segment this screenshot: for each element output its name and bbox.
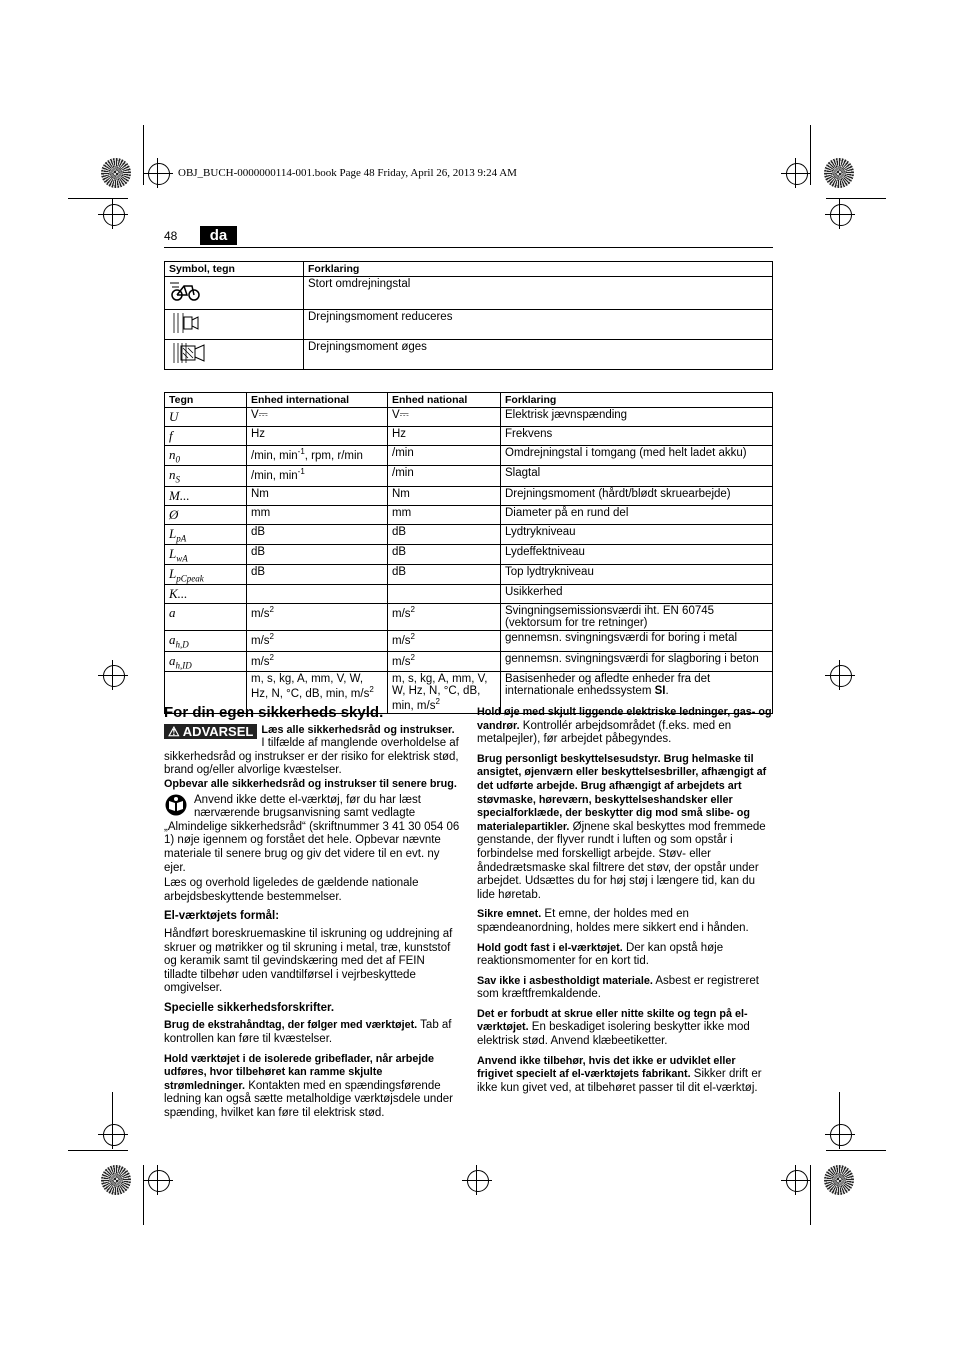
unit-symbol: $L_{pA}$: [165, 524, 247, 544]
unit-international: /min, $\min^{-1}$: [247, 466, 388, 486]
warning-label: [164, 724, 257, 740]
book-header-line: OBJ_BUCH-0000000114-001.book Page 48 Friday, April 26, 2013 9:24 AM: [178, 167, 517, 179]
unit-national: [388, 585, 501, 604]
table-row: [165, 631, 773, 651]
purpose-title: El-værktøjets formål:: [164, 910, 280, 923]
table-row: [165, 466, 773, 486]
unit-symbol: Ø: [165, 505, 247, 524]
unit-national: dB: [388, 565, 501, 585]
unit-explanation: gennemsn. svingningsværdi for boring i metal: [501, 631, 773, 651]
unit-symbol: M...: [165, 486, 247, 505]
unit-symbol: f: [165, 427, 247, 446]
crosshair-circle: [786, 163, 808, 185]
column-header: Enhed national: [388, 393, 501, 408]
paragraph: Brug personligt beskyttelsesudstyr. Brug helmaske til ansigtet, øjenværn eller beskyttelsesbriller, afhængigt af det udførte arbejde. Brug afhængigt af arbejdets art støvmaske, høreværn, beskyttelseshandsker eller specialforklæde, der beskytter dig mod små slibe- og materialepartikler. Øjnene skal beskyttes mod fremmede genstande, der flyver rundt i luften og som opstår i forbindelse med forskelligt arbejde. Støv- eller åndedrætsmaske skal filtrere det støv, der opstår under arbejdet. Udsættes du for høj støj i længere tid, kan du lide høretab.: [477, 752, 767, 901]
table-header-row: [165, 262, 773, 277]
unit-international: mm: [247, 505, 388, 524]
unit-international: dB: [247, 524, 388, 544]
unit-national: mm: [388, 505, 501, 524]
unit-international: Nm: [247, 486, 388, 505]
unit-national: m, s, kg, A, mm, V, W, Hz, N, °C, dB, min, $m/s^2$: [388, 672, 501, 714]
table-row: [165, 408, 773, 427]
table-header-row: [165, 393, 773, 408]
paragraph: Brug de ekstrahåndtag, der følger med værktøjet. Tab af kontrollen kan føre til kvæstelser.: [164, 1019, 452, 1046]
column-header: Symbol, tegn: [165, 262, 304, 277]
unit-explanation: Frekvens: [501, 427, 773, 446]
crosshair-circle: [830, 1124, 852, 1146]
warning-bold: Læs alle sikkerhedsråd og instrukser.: [261, 723, 455, 736]
right-column: [477, 706, 773, 1101]
column-header: Forklaring: [501, 393, 773, 408]
unit-national: dB: [388, 544, 501, 564]
national-rules-text: Læs og overhold ligeledes de gældende nationale arbejdsbeskyttende bestemmelser.: [164, 877, 419, 903]
unit-symbol: a: [165, 604, 247, 631]
page-number: 48: [164, 229, 178, 243]
unit-national: Nm: [388, 486, 501, 505]
paragraph: Hold øje med skjult liggende elektriske ledninger, gas- og vandrør. Kontrollér arbejdsområdet (f.eks. med en metalpejler), før arbejdet påbegyndes.: [477, 706, 772, 746]
unit-symbol: $a_{h,D}$: [165, 631, 247, 651]
unit-national: /min: [388, 466, 501, 486]
paragraph: Sikre emnet. Et emne, der holdes med en spændeanordning, holdes mere sikkert end i hånden.: [477, 908, 749, 934]
unit-national: /min: [388, 446, 501, 466]
high-speed-icon: [169, 278, 203, 302]
unit-international: [247, 585, 388, 604]
symbol-table: [164, 261, 773, 370]
symbol-explanation: Drejningsmoment reduceres: [304, 310, 773, 340]
crosshair-circle: [786, 1170, 808, 1192]
table-row: [165, 427, 773, 446]
torque-increase-icon: [169, 341, 207, 365]
unit-symbol: $a_{h,ID}$: [165, 651, 247, 671]
unit-national: $m/s^2$: [388, 604, 501, 631]
unit-explanation: gennemsn. svingningsværdi for slagboring i beton: [501, 651, 773, 671]
column-header: Enhed international: [247, 393, 388, 408]
unit-symbol: $n_0$: [165, 446, 247, 466]
unit-symbol: $L_{pCpeak}$: [165, 565, 247, 585]
unit-national: $m/s^2$: [388, 651, 501, 671]
symbol-explanation: Stort omdrejningstal: [304, 277, 773, 310]
unit-national: Hz: [388, 427, 501, 446]
table-row: [165, 651, 773, 671]
paragraph: Anvend ikke tilbehør, hvis det ikke er udviklet eller frigivet specielt af el-værktøjets fabrikant. Sikker drift er ikke kun givet ved, at tilbehøret passer til dit el-værktøj.: [477, 1054, 762, 1094]
special-rules-title: Specielle sikkerhedsforskrifter.: [164, 1001, 335, 1014]
paragraph: Det er forbudt at skrue eller nitte skilte og tegn på el-værktøjet. En beskadiget isolering beskytter ikke mod elektrisk stød. Anvend klæbeetiketter.: [477, 1007, 750, 1048]
crosshair-circle: [103, 204, 125, 226]
crosshair-circle: [467, 1170, 489, 1192]
table-row: [165, 544, 773, 564]
unit-explanation: Usikkerhed: [501, 585, 773, 604]
unit-international: m, s, kg, A, mm, V, W, Hz, N, °C, dB, min, $m/s^2$: [247, 672, 388, 714]
unit-explanation: Diameter på en rund del: [501, 505, 773, 524]
registration-disc-top-left: [101, 158, 131, 188]
read-manual-icon: [164, 794, 188, 816]
table-row: [165, 340, 773, 370]
unit-international: $m/s^2$: [247, 651, 388, 671]
table-row: [165, 486, 773, 505]
unit-international: /min, $\min^{-1}$, rpm, r/min: [247, 446, 388, 466]
unit-national: dB: [388, 524, 501, 544]
registration-disc-top-right: [824, 158, 854, 188]
table-row: [165, 585, 773, 604]
unit-international: $m/s^2$: [247, 604, 388, 631]
unit-symbol: $n_S$: [165, 466, 247, 486]
paragraph: Hold værktøjet i de isolerede gribeflader, når arbejde udføres, hvor tilbehøret kan ramme skjulte strømledninger. Kontakten med en spændingsførende ledning kan også sætte metalholdige værktøjsdele under spænding, hvilket kan føre til elektrisk stød.: [164, 1052, 453, 1120]
table-row: [165, 505, 773, 524]
unit-explanation: Top lydtrykniveau: [501, 565, 773, 585]
unit-international: V⎓: [247, 408, 388, 427]
paragraph: Hold godt fast i el-værktøjet. Der kan opstå høje reaktionsmomenter for en kort tid.: [477, 941, 724, 968]
unit-explanation: Svingningsemissionsværdi iht. EN 60745 (vektorsum for tre retninger): [501, 604, 773, 631]
section-title: For din egen sikkerheds skyld.: [164, 704, 384, 721]
table-row: [165, 277, 773, 310]
crosshair-circle: [103, 665, 125, 687]
crosshair-circle: [830, 204, 852, 226]
unit-international: $m/s^2$: [247, 631, 388, 651]
crosshair-circle: [148, 1170, 170, 1192]
unit-explanation: Lydtrykniveau: [501, 524, 773, 544]
unit-international: dB: [247, 544, 388, 564]
unit-symbol: $L_{wA}$: [165, 544, 247, 564]
keep-instructions: Opbevar alle sikkerhedsråd og instrukser til senere brug.: [164, 777, 457, 790]
warning-triangle-icon: ⚠: [168, 723, 180, 739]
header-rule: [164, 247, 773, 248]
unit-explanation: Basisenheder og afledte enheder fra det internationale enhedssystem SI.: [501, 672, 773, 714]
table-row: [165, 604, 773, 631]
table-row: [165, 446, 773, 466]
purpose-text: Håndført boreskruemaskine til iskruning og uddrejning af skruer og møtrikker og til skruning i metal, træ, kunststof og keramik samt til gevindskæring med det af FEIN tilladte tilbehør uden vandtilførsel i vejrbeskyttede omgivelser.: [164, 927, 453, 995]
unit-national: $m/s^2$: [388, 631, 501, 651]
registration-disc-bottom-left: [101, 1165, 131, 1195]
warning-text: I tilfælde af manglende overholdelse af sikkerhedsråd og instrukser er der risiko for elektrisk stød, brand og/eller alvorlige kvæstelser.: [164, 737, 459, 777]
symbol-explanation: Drejningsmoment øges: [304, 340, 773, 370]
unit-explanation: Omdrejningstal i tomgang (med helt ladet akku): [501, 446, 773, 466]
language-badge: da: [200, 226, 237, 245]
crosshair-circle: [148, 163, 170, 185]
table-row: [165, 524, 773, 544]
column-header: Tegn: [165, 393, 247, 408]
unit-explanation: Drejningsmoment (hårdt/blødt skruearbejde): [501, 486, 773, 505]
unit-explanation: Lydeffektniveau: [501, 544, 773, 564]
crosshair-circle: [830, 665, 852, 687]
unit-explanation: Elektrisk jævnspænding: [501, 408, 773, 427]
column-header: Forklaring: [304, 262, 773, 277]
torque-reduce-icon: [169, 311, 199, 335]
unit-international: dB: [247, 565, 388, 585]
unit-symbol: K...: [165, 585, 247, 604]
warning-label-text: ADVARSEL: [182, 723, 254, 739]
unit-symbol: U: [165, 408, 247, 427]
table-row: [165, 565, 773, 585]
crosshair-circle: [103, 1124, 125, 1146]
table-row: [165, 310, 773, 340]
read-manual-text: Anvend ikke dette el-værktøj, før du har læst nærværende brugsanvisning samt vedlagte „Almindelige sikkerhedsråd“ (skriftnummer 3 41 30 054 06 1) nøje igennem og forstået det hele. Opbevar nævnte materiale til senere brug og giv det videre til en evt. ny ejer.: [164, 793, 460, 874]
left-column: [164, 706, 460, 1127]
registration-disc-bottom-right: [824, 1165, 854, 1195]
unit-explanation: Slagtal: [501, 466, 773, 486]
unit-table: [164, 392, 773, 714]
paragraph: Sav ikke i asbestholdigt materiale. Asbest er registreret som kræftfremkaldende.: [477, 974, 759, 1001]
unit-national: V⎓: [388, 408, 501, 427]
unit-international: Hz: [247, 427, 388, 446]
